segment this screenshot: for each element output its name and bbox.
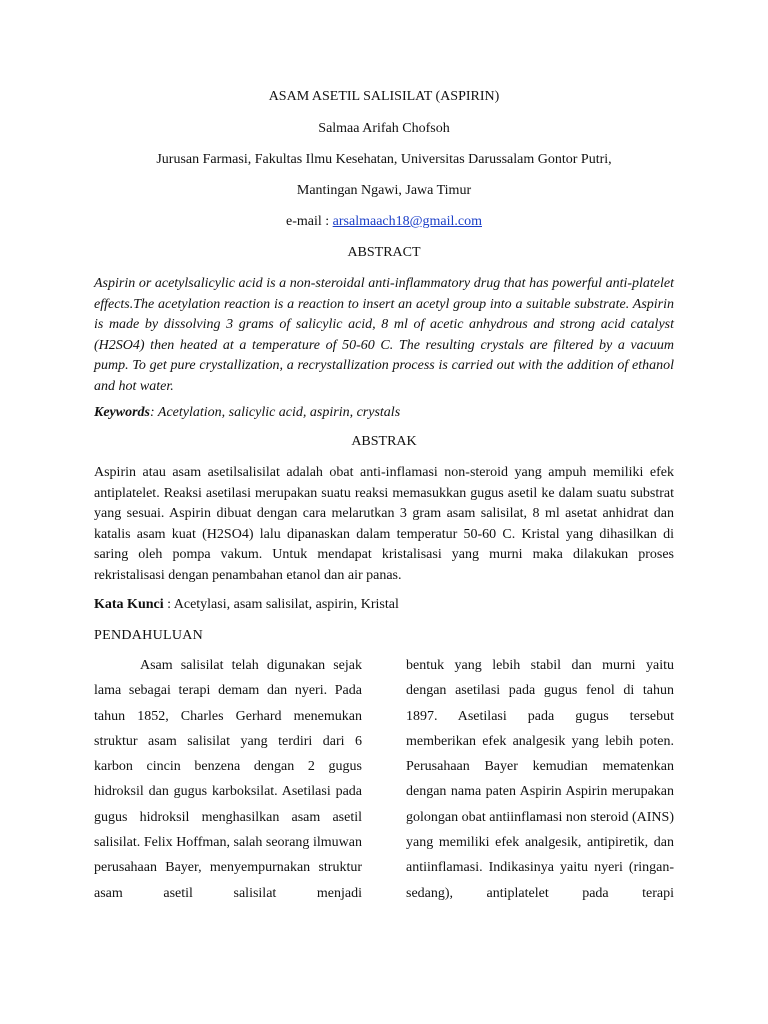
- intro-column-right: bentuk yang lebih stabil dan murni yaitu dengan asetilasi pada gugus fenol di tahun 1897. Asetilasi pada gugus tersebut memberikan efek analgesik yang lebih poten. Perusahaan Bayer kemudian mematenkan dengan nama paten Aspirin Aspirin merupakan golongan obat antiinflamasi non steroid (AINS) yang memiliki efek analgesik, antipiretik, dan antiinflamasi. Indikasinya yaitu nyeri (ringan-sedang), antiplatelet pada terapi: [406, 658, 674, 901]
- abstrak-heading: ABSTRAK: [351, 434, 417, 449]
- section-heading-pendahuluan: PENDAHULUAN: [94, 628, 204, 643]
- keywords-line: [94, 403, 674, 423]
- abstract-heading: ABSTRACT: [347, 245, 421, 260]
- email-link[interactable]: arsalmaach18@gmail.com: [332, 214, 482, 229]
- kata-kunci-text: : Acetylasi, asam salisilat, aspirin, Kristal: [163, 597, 399, 612]
- intro-column-left: Asam salisilat telah digunakan sejak lama sebagai terapi demam dan nyeri. Pada tahun 1852, Charles Gerhard menemukan struktur asam salisilat yang terdiri dari 6 karbon cincin benzena dengan 2 gugus hidroksil dan gugus karboksilat. Asetilasi pada gugus hidroksil menghasilkan asam asetil salisilat. Felix Hoffman, salah seorang ilmuwan perusahaan Bayer, menyempurnakan struktur asam asetil salisilat menjadi: [94, 658, 362, 901]
- email-line: [0, 212, 768, 232]
- affiliation-line-2: Mantingan Ngawi, Jawa Timur: [296, 183, 472, 198]
- keywords-label: Keywords: [94, 405, 150, 420]
- keywords-text: : Acetylation, salicylic acid, aspirin, crystals: [150, 405, 401, 420]
- kata-kunci-line: [94, 595, 674, 615]
- abstrak-body: Aspirin atau asam asetilsalisilat adalah obat anti-inflamasi non-steroid yang ampuh memiliki efek antiplatelet. Reaksi asetilasi merupakan suatu reaksi memasukkan gugus asetil ke dalam suatu substrat yang sesuai. Aspirin dibuat dengan cara melarutkan 3 gram asam salisilat, 8 ml asetat anhidrat dan katalis asam kuat (H2SO4) lalu dipanaskan dalam temperatur 50-60 C. Kristal yang dihasilkan di saring oleh pompa vakum. Untuk mendapat kristalisasi yang murni maka dilakukan proses rekristalisasi dengan penambahan etanol dan air panas.: [94, 465, 674, 583]
- email-label: e-mail :: [286, 214, 333, 229]
- kata-kunci-label: Kata Kunci: [94, 597, 164, 612]
- paper-title: ASAM ASETIL SALISILAT (ASPIRIN): [268, 89, 500, 104]
- abstract-body: Aspirin or acetylsalicylic acid is a non-steroidal anti-inflammatory drug that has powerful anti-platelet effects.The acetylation reaction is a reaction to insert an acetyl group into a suitable substrate. Aspirin is made by dissolving 3 grams of salicylic acid, 8 ml of acetic anhydrous and strong acid catalyst (H2SO4) then heated at a temperature of 50-60 C. The resulting crystals are filtered by a vacuum pump. To get pure crystallization, a recrystallization process is carried out with the addition of ethanol and hot water.: [94, 276, 674, 394]
- affiliation-line-1: Jurusan Farmasi, Fakultas Ilmu Kesehatan, Universitas Darussalam Gontor Putri,: [156, 152, 612, 167]
- author-name: Salmaa Arifah Chofsoh: [318, 121, 450, 136]
